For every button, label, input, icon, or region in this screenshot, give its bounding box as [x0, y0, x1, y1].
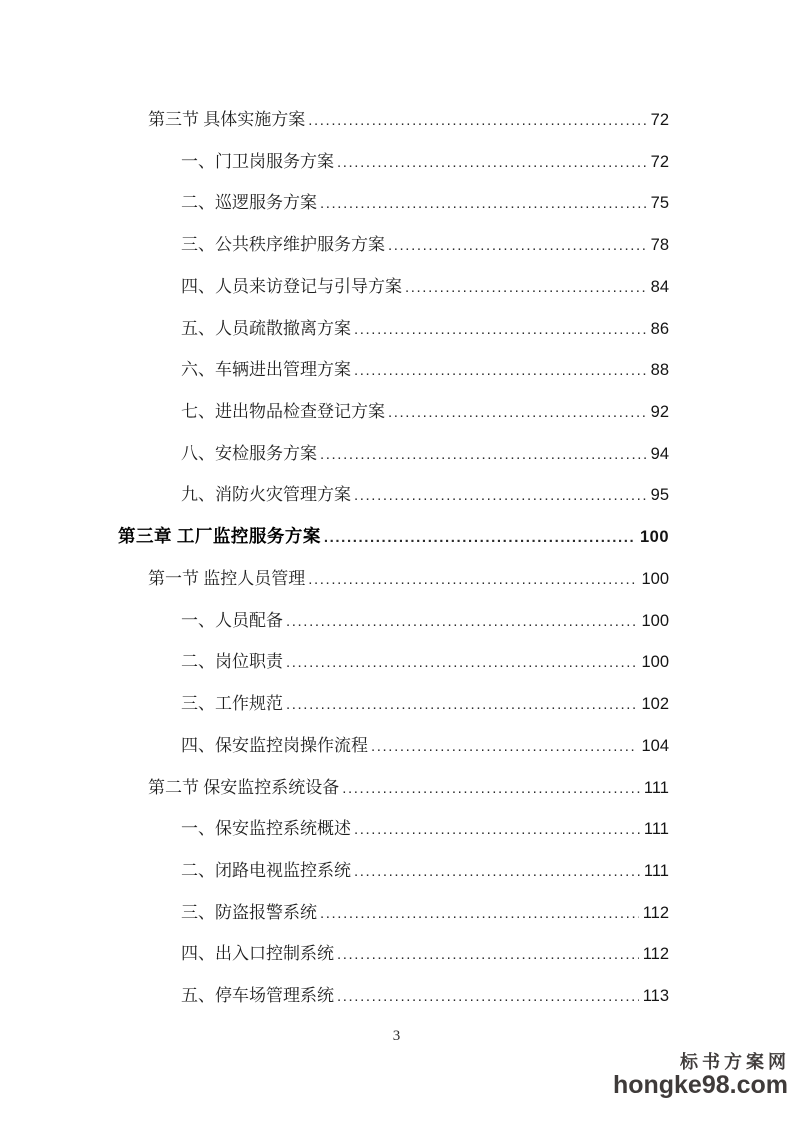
toc-dot-leader — [337, 933, 639, 976]
toc-entry-title: 三、防盗报警系统 — [181, 902, 317, 922]
toc-dot-leader — [371, 725, 637, 768]
toc-dot-leader — [286, 600, 637, 643]
toc-entry-title: 四、人员来访登记与引导方案 — [181, 276, 402, 296]
toc-entry-item — [0, 600, 793, 642]
toc-dot-leader — [354, 308, 647, 351]
toc-entry-page-number: 84 — [650, 277, 669, 296]
watermark-site-url: hongke98.com — [612, 1071, 788, 1100]
toc-entry-page-number: 75 — [650, 194, 669, 213]
toc-entry-item — [0, 892, 793, 934]
toc-entry-chapter — [0, 516, 793, 558]
toc-entry-page-number: 86 — [650, 319, 669, 338]
watermark — [613, 1053, 788, 1099]
toc-entry-item — [0, 808, 793, 850]
toc-entry-page-number: 102 — [641, 695, 669, 714]
toc-entry-item — [0, 933, 793, 975]
toc-entry-page-number: 88 — [650, 361, 669, 380]
toc-dot-leader — [354, 474, 647, 517]
toc-entry-page-number: 100 — [641, 653, 669, 672]
toc-entry-page-number: 111 — [643, 778, 669, 797]
toc-entry-item — [0, 391, 793, 433]
toc-entry-item — [0, 725, 793, 767]
toc-entry-page-number: 94 — [650, 444, 669, 463]
toc-entry-title: 五、停车场管理系统 — [181, 986, 334, 1006]
toc-dot-leader — [405, 266, 647, 309]
table-of-contents — [0, 99, 793, 1017]
footer-page-number: 3 — [392, 1028, 401, 1044]
toc-entry-title: 二、巡逻服务方案 — [181, 193, 317, 213]
toc-entry-page-number: 100 — [641, 611, 669, 630]
toc-entry-item — [0, 850, 793, 892]
toc-entry-title: 第三节 具体实施方案 — [148, 110, 306, 129]
toc-entry-page-number: 72 — [650, 111, 669, 129]
toc-dot-leader — [308, 99, 646, 142]
toc-dot-leader — [354, 349, 647, 392]
toc-entry-title: 四、保安监控岗操作流程 — [181, 735, 368, 755]
toc-entry-page-number: 78 — [650, 236, 669, 255]
toc-entry-page-number: 113 — [642, 987, 669, 1006]
toc-entry-item — [0, 349, 793, 391]
toc-dot-leader — [388, 391, 647, 434]
toc-entry-title: 五、人员疏散撤离方案 — [181, 318, 351, 338]
toc-dot-leader — [320, 182, 647, 225]
toc-entry-page-number: 95 — [650, 486, 669, 505]
toc-entry-title: 七、进出物品检查登记方案 — [181, 402, 385, 422]
toc-dot-leader — [308, 558, 637, 601]
toc-entry-item — [0, 141, 793, 183]
toc-entry-page-number: 104 — [641, 736, 669, 755]
toc-entry-page-number: 111 — [643, 861, 669, 880]
toc-entry-title: 一、人员配备 — [181, 610, 283, 630]
toc-entry-title: 二、闭路电视监控系统 — [181, 860, 351, 880]
toc-dot-leader — [342, 767, 640, 810]
toc-entry-item — [0, 224, 793, 266]
toc-entry-title: 三、公共秩序维护服务方案 — [181, 235, 385, 255]
toc-entry-item — [0, 308, 793, 350]
toc-entry-page-number: 112 — [642, 945, 669, 964]
toc-dot-leader — [324, 516, 636, 559]
toc-entry-page-number: 100 — [639, 528, 669, 547]
toc-dot-leader — [354, 850, 640, 893]
toc-entry-item — [0, 641, 793, 683]
toc-dot-leader — [286, 641, 637, 684]
toc-dot-leader — [354, 808, 640, 851]
toc-entry-section — [0, 767, 793, 809]
toc-entry-title: 第一节 监控人员管理 — [148, 568, 306, 588]
toc-entry-item — [0, 266, 793, 308]
toc-entry-title: 四、出入口控制系统 — [181, 944, 334, 964]
toc-entry-item — [0, 433, 793, 475]
toc-entry-page-number: 100 — [641, 569, 669, 588]
toc-entry-item — [0, 975, 793, 1017]
toc-entry-page-number: 92 — [650, 403, 669, 422]
toc-entry-title: 九、消防火灾管理方案 — [181, 485, 351, 505]
toc-dot-leader — [337, 141, 647, 184]
toc-dot-leader — [337, 975, 639, 1018]
toc-dot-leader — [388, 224, 647, 267]
toc-entry-page-number: 112 — [642, 903, 669, 922]
toc-entry-title: 一、保安监控系统概述 — [181, 819, 351, 839]
toc-entry-title: 第三章 工厂监控服务方案 — [118, 526, 321, 547]
toc-entry-section — [0, 558, 793, 600]
toc-entry-item — [0, 683, 793, 725]
toc-dot-leader — [286, 683, 637, 726]
toc-entry-section — [0, 99, 793, 141]
toc-dot-leader — [320, 433, 647, 476]
toc-dot-leader — [320, 892, 639, 935]
watermark-site-name: 标书方案网 — [680, 1052, 790, 1072]
toc-entry-page-number: 111 — [643, 820, 669, 839]
toc-entry-page-number: 72 — [650, 152, 669, 171]
toc-entry-item — [0, 182, 793, 224]
toc-entry-title: 六、车辆进出管理方案 — [181, 360, 351, 380]
toc-entry-title: 二、岗位职责 — [181, 652, 283, 672]
toc-entry-title: 一、门卫岗服务方案 — [181, 151, 334, 171]
toc-entry-item — [0, 474, 793, 516]
toc-entry-title: 八、安检服务方案 — [181, 443, 317, 463]
toc-entry-title: 三、工作规范 — [181, 694, 283, 714]
toc-entry-title: 第二节 保安监控系统设备 — [148, 777, 340, 797]
